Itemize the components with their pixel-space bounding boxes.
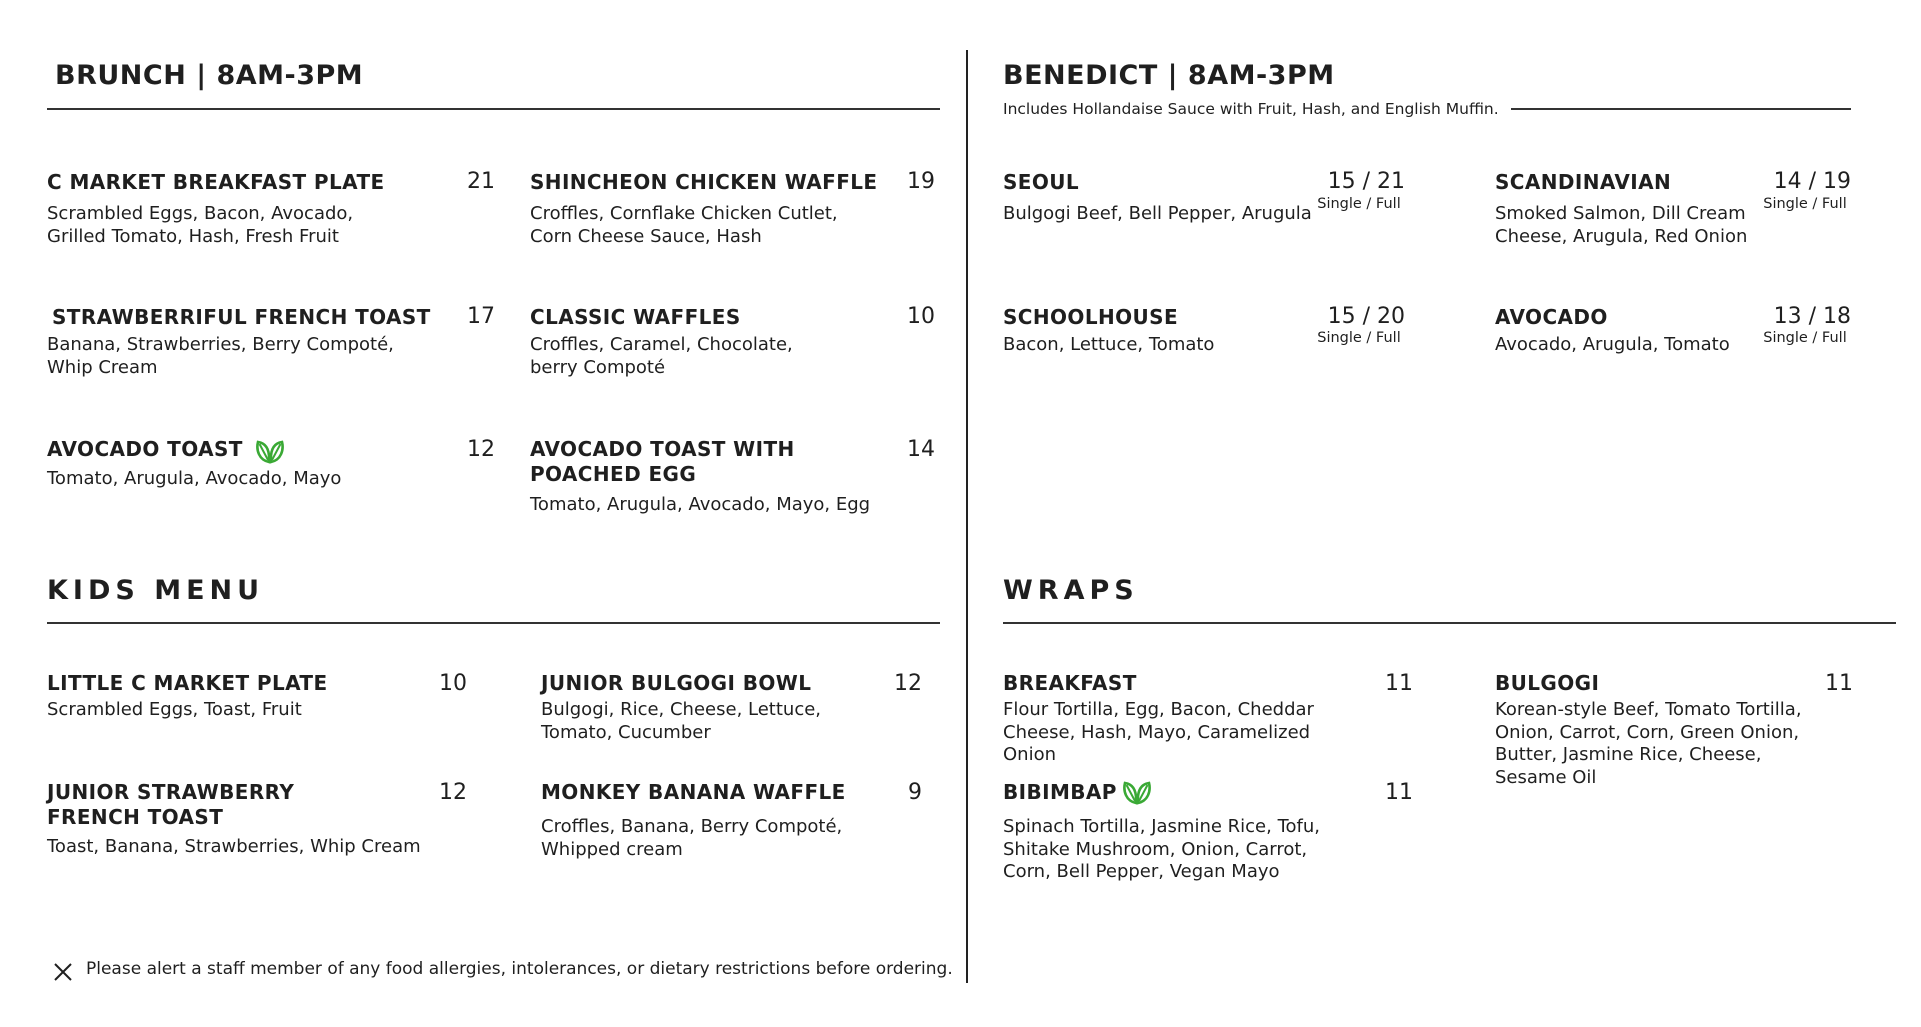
kids-divider: [47, 622, 940, 624]
brunch-item-name: STRAWBERRIFUL FRENCH TOAST: [52, 305, 431, 329]
brunch-item-price: 19: [907, 169, 935, 194]
brunch-item-name: SHINCHEON CHICKEN WAFFLE: [530, 170, 878, 194]
wraps-item-description: Flour Tortilla, Egg, Bacon, Cheddar Cheese, Hash, Mayo, Caramelized Onion: [1003, 699, 1314, 765]
brunch-divider: [47, 108, 940, 110]
benedict-item-description: Avocado, Arugula, Tomato: [1495, 334, 1730, 355]
benedict-divider: [1511, 108, 1851, 110]
brunch-item-description: Croffles, Cornflake Chicken Cutlet, Corn Cheese Sauce, Hash: [530, 203, 838, 247]
brunch-item-price: 21: [467, 169, 495, 194]
kids-item-name: JUNIOR BULGOGI BOWL: [541, 671, 812, 695]
benedict-item-name: SEOUL: [1003, 170, 1080, 194]
kids-item-description: Scrambled Eggs, Toast, Fruit: [47, 699, 302, 720]
brunch-item-price: 10: [907, 304, 935, 329]
brunch-item-name: AVOCADO TOAST WITH POACHED EGG: [530, 437, 795, 486]
kids-item-name: JUNIOR STRAWBERRY FRENCH TOAST: [47, 780, 295, 829]
wraps-item-description: Spinach Tortilla, Jasmine Rice, Tofu, Shitake Mushroom, Onion, Carrot, Corn, Bell Pepper, Vegan Mayo: [1003, 816, 1320, 882]
wraps-divider: [1003, 622, 1896, 624]
brunch-item-price: 14: [907, 437, 935, 462]
wraps-section-title: WRAPS: [1003, 575, 1139, 606]
kids-item-price: 9: [908, 780, 922, 805]
wraps-item-price: 11: [1385, 671, 1413, 696]
kids-item-name: LITTLE C MARKET PLATE: [47, 671, 328, 695]
kids-section-title: KIDS MENU: [47, 575, 265, 606]
brunch-item-description: Scrambled Eggs, Bacon, Avocado, Grilled Tomato, Hash, Fresh Fruit: [47, 203, 354, 247]
wraps-item-price: 11: [1825, 671, 1853, 696]
benedict-item-name: SCHOOLHOUSE: [1003, 305, 1179, 329]
kids-item-description: Croffles, Banana, Berry Compoté, Whipped cream: [541, 816, 843, 860]
kids-item-description: Bulgogi, Rice, Cheese, Lettuce, Tomato, Cucumber: [541, 699, 822, 743]
column-divider: [966, 50, 968, 983]
vegan-leaf-icon: [255, 438, 285, 464]
benedict-item-description: Bacon, Lettuce, Tomato: [1003, 334, 1215, 355]
kids-item-description: Toast, Banana, Strawberries, Whip Cream: [47, 836, 421, 857]
benedict-item-price: 15 / 21: [1327, 169, 1405, 194]
kids-item-price: 12: [439, 780, 467, 805]
benedict-item-name: SCANDINAVIAN: [1495, 170, 1672, 194]
brunch-item-price: 12: [467, 437, 495, 462]
kids-item-name: MONKEY BANANA WAFFLE: [541, 780, 846, 804]
brunch-item-description: Banana, Strawberries, Berry Compoté, Whip Cream: [47, 334, 394, 378]
benedict-item-description: Smoked Salmon, Dill Cream Cheese, Arugula, Red Onion: [1495, 203, 1748, 247]
benedict-item-price-note: Single / Full: [1763, 330, 1847, 346]
wraps-item-price: 11: [1385, 780, 1413, 805]
brunch-item-description: Tomato, Arugula, Avocado, Mayo, Egg: [530, 494, 871, 515]
wraps-item-name: BULGOGI: [1495, 671, 1600, 695]
brunch-item-name: C MARKET BREAKFAST PLATE: [47, 170, 385, 194]
brunch-item-description: Tomato, Arugula, Avocado, Mayo: [47, 468, 342, 489]
benedict-item-price: 15 / 20: [1327, 304, 1405, 329]
allergy-notice: Please alert a staff member of any food allergies, intolerances, or dietary restrictions before ordering.: [86, 959, 953, 979]
benedict-item-description: Bulgogi Beef, Bell Pepper, Arugula: [1003, 203, 1312, 224]
brunch-item-description: Croffles, Caramel, Chocolate, berry Compoté: [530, 334, 793, 378]
benedict-item-name: AVOCADO: [1495, 305, 1608, 329]
benedict-item-price-note: Single / Full: [1317, 196, 1401, 212]
brunch-section-title: BRUNCH | 8AM-3PM: [55, 60, 364, 91]
wraps-item-description: Korean-style Beef, Tomato Tortilla, Onion, Carrot, Corn, Green Onion, Butter, Jasmine Rice, Cheese, Sesame Oil: [1495, 699, 1802, 788]
brunch-item-name: CLASSIC WAFFLES: [530, 305, 741, 329]
vegan-leaf-icon: [1122, 779, 1152, 805]
wraps-item-name: BREAKFAST: [1003, 671, 1137, 695]
benedict-item-price: 14 / 19: [1773, 169, 1851, 194]
brunch-item-price: 17: [467, 304, 495, 329]
allergy-cross-icon: [53, 962, 73, 982]
benedict-section-title: BENEDICT | 8AM-3PM: [1003, 60, 1335, 91]
wraps-item-name: BIBIMBAP: [1003, 780, 1117, 804]
benedict-item-price: 13 / 18: [1773, 304, 1851, 329]
benedict-item-price-note: Single / Full: [1763, 196, 1847, 212]
benedict-item-price-note: Single / Full: [1317, 330, 1401, 346]
kids-item-price: 12: [894, 671, 922, 696]
brunch-item-name: AVOCADO TOAST: [47, 437, 243, 461]
kids-item-price: 10: [439, 671, 467, 696]
benedict-subtitle: Includes Hollandaise Sauce with Fruit, Hash, and English Muffin.: [1003, 100, 1499, 118]
